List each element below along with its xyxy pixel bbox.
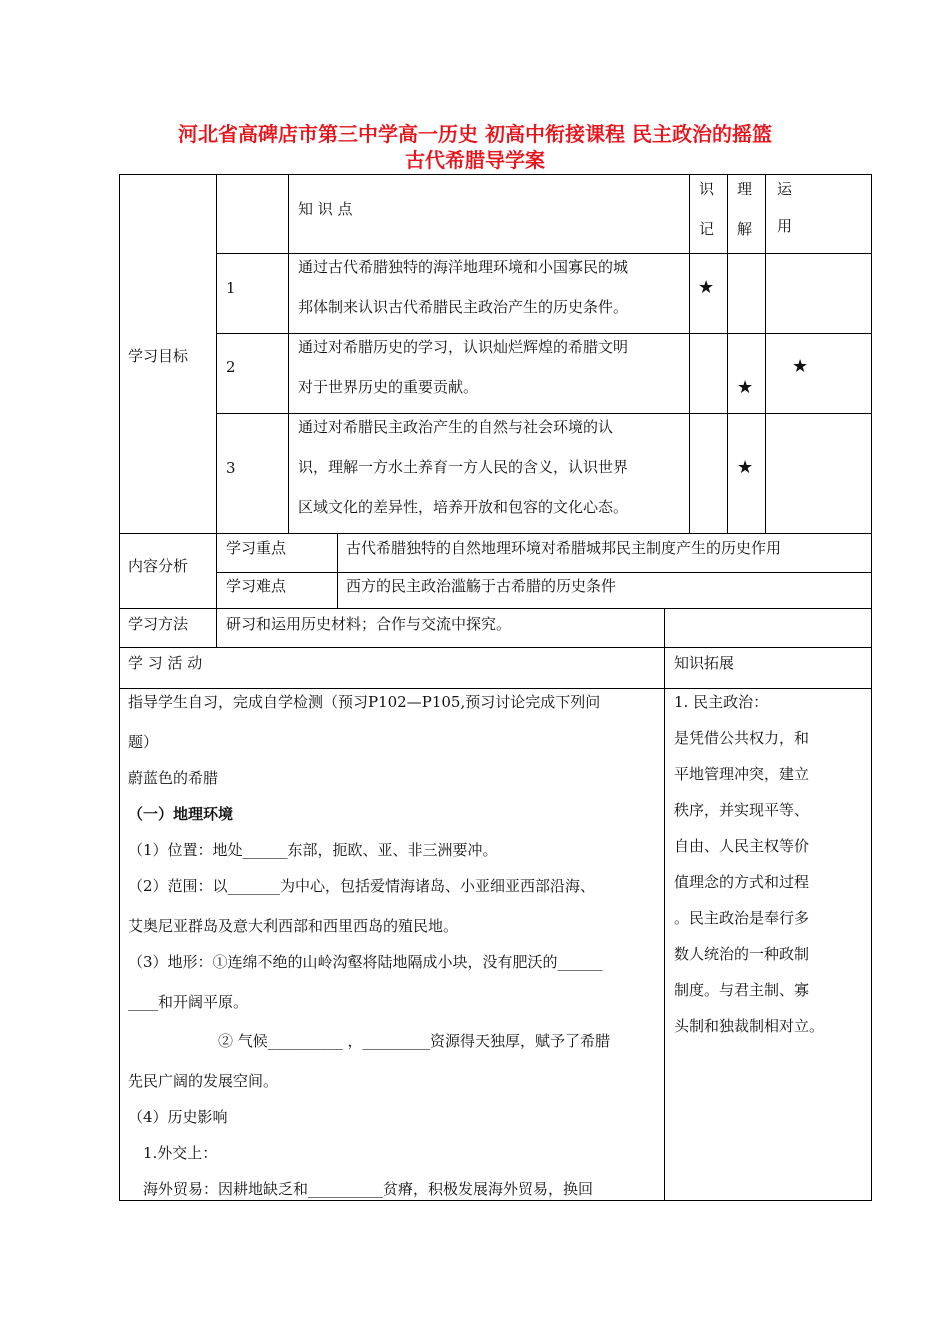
activity-line: ② 气候__________ ，_________资源得天独厚，赋予了希腊	[218, 1032, 611, 1050]
extension-line: 数人统治的一种政制	[674, 945, 810, 963]
extension-line: 是凭借公共权力，和	[674, 729, 810, 747]
extension-line: 值理念的方式和过程	[674, 873, 810, 891]
focus-text: 古代希腊独特的自然地理环境对希腊城邦民主制度产生的历史作用	[346, 539, 782, 557]
understand-header-2: 解	[737, 220, 753, 238]
activity-line: 1.外交上：	[143, 1144, 218, 1162]
activity-line: （4）历史影响	[128, 1108, 228, 1126]
objectives-label: 学习目标	[128, 347, 189, 365]
document-title-line2: 古代希腊导学案	[405, 148, 545, 172]
extension-line: 自由、人民主权等价	[674, 837, 810, 855]
objective-text-2b: 对于世界历史的重要贡献。	[298, 378, 479, 396]
remember-header-2: 记	[699, 220, 715, 238]
activity-heading: （一）地理环境	[128, 805, 234, 823]
activity-line: （3）地形：①连绵不绝的山岭沟壑将陆地隔成小块，没有肥沃的______	[128, 953, 603, 971]
star-icon: ★	[737, 457, 754, 478]
focus-label: 学习重点	[226, 539, 287, 557]
activity-line: 先民广阔的发展空间。	[128, 1072, 279, 1090]
activity-line: ____和开阔平原。	[128, 993, 249, 1011]
objective-num-1: 1	[226, 279, 236, 297]
star-icon: ★	[792, 356, 809, 377]
extension-line: 头制和独裁制相对立。	[674, 1017, 825, 1035]
difficulty-label: 学习难点	[226, 577, 287, 595]
activity-line: 海外贸易：因耕地缺乏和__________贫瘠，积极发展海外贸易，换回	[143, 1180, 594, 1198]
extension-line: 。民主政治是奉行多	[674, 909, 810, 927]
activity-line: 指导学生自习，完成自学检测（预习P102—P105,预习讨论完成下列问	[128, 693, 601, 711]
extension-line: 秩序，并实现平等、	[674, 801, 810, 819]
activity-line: 蔚蓝色的希腊	[128, 769, 219, 787]
method-label: 学习方法	[128, 615, 189, 633]
star-icon: ★	[737, 377, 754, 398]
objective-text-2a: 通过对希腊历史的学习，认识灿烂辉煌的希腊文明	[298, 338, 629, 356]
objective-num-2: 2	[226, 358, 236, 376]
remember-header-1: 识	[699, 180, 715, 198]
objective-text-1a: 通过古代希腊独特的海洋地理环境和小国寡民的城	[298, 258, 629, 276]
activity-line: （2）范围：以_______为中心，包括爱情海诸岛、小亚细亚西部沿海、	[128, 877, 596, 895]
activity-line: 题）	[128, 733, 159, 751]
star-icon: ★	[698, 277, 715, 298]
understand-header-1: 理	[737, 180, 753, 198]
extension-line: 平地管理冲突，建立	[674, 765, 810, 783]
method-text: 研习和运用历史材料；合作与交流中探究。	[226, 615, 512, 633]
objective-text-3a: 通过对希腊民主政治产生的自然与社会环境的认	[298, 418, 614, 436]
analysis-label: 内容分析	[128, 557, 189, 575]
objective-text-1b: 邦体制来认识古代希腊民主政治产生的历史条件。	[298, 298, 629, 316]
difficulty-text: 西方的民主政治滥觞于古希腊的历史条件	[346, 577, 617, 595]
document-title-line1: 河北省高碑店市第三中学高一历史 初高中衔接课程 民主政治的摇篮	[178, 122, 772, 146]
activity-line: （1）位置：地处______东部，扼欧、亚、非三洲要冲。	[128, 841, 498, 859]
extension-line: 1. 民主政治：	[674, 693, 769, 711]
knowledge-header: 知 识 点	[298, 200, 353, 218]
objective-num-3: 3	[226, 459, 236, 477]
objective-text-3b: 识，理解一方水土养育一方人民的含义，认识世界	[298, 458, 629, 476]
activity-line: 艾奥尼亚群岛及意大利西部和西里西岛的殖民地。	[128, 917, 459, 935]
apply-header-2: 用	[777, 217, 793, 235]
apply-header-1: 运	[777, 180, 793, 198]
activities-header: 学 习 活 动	[128, 654, 203, 672]
extension-header: 知识拓展	[674, 654, 735, 672]
extension-line: 制度。与君主制、寡	[674, 981, 810, 999]
objective-text-3c: 区域文化的差异性，培养开放和包容的文化心态。	[298, 498, 629, 516]
